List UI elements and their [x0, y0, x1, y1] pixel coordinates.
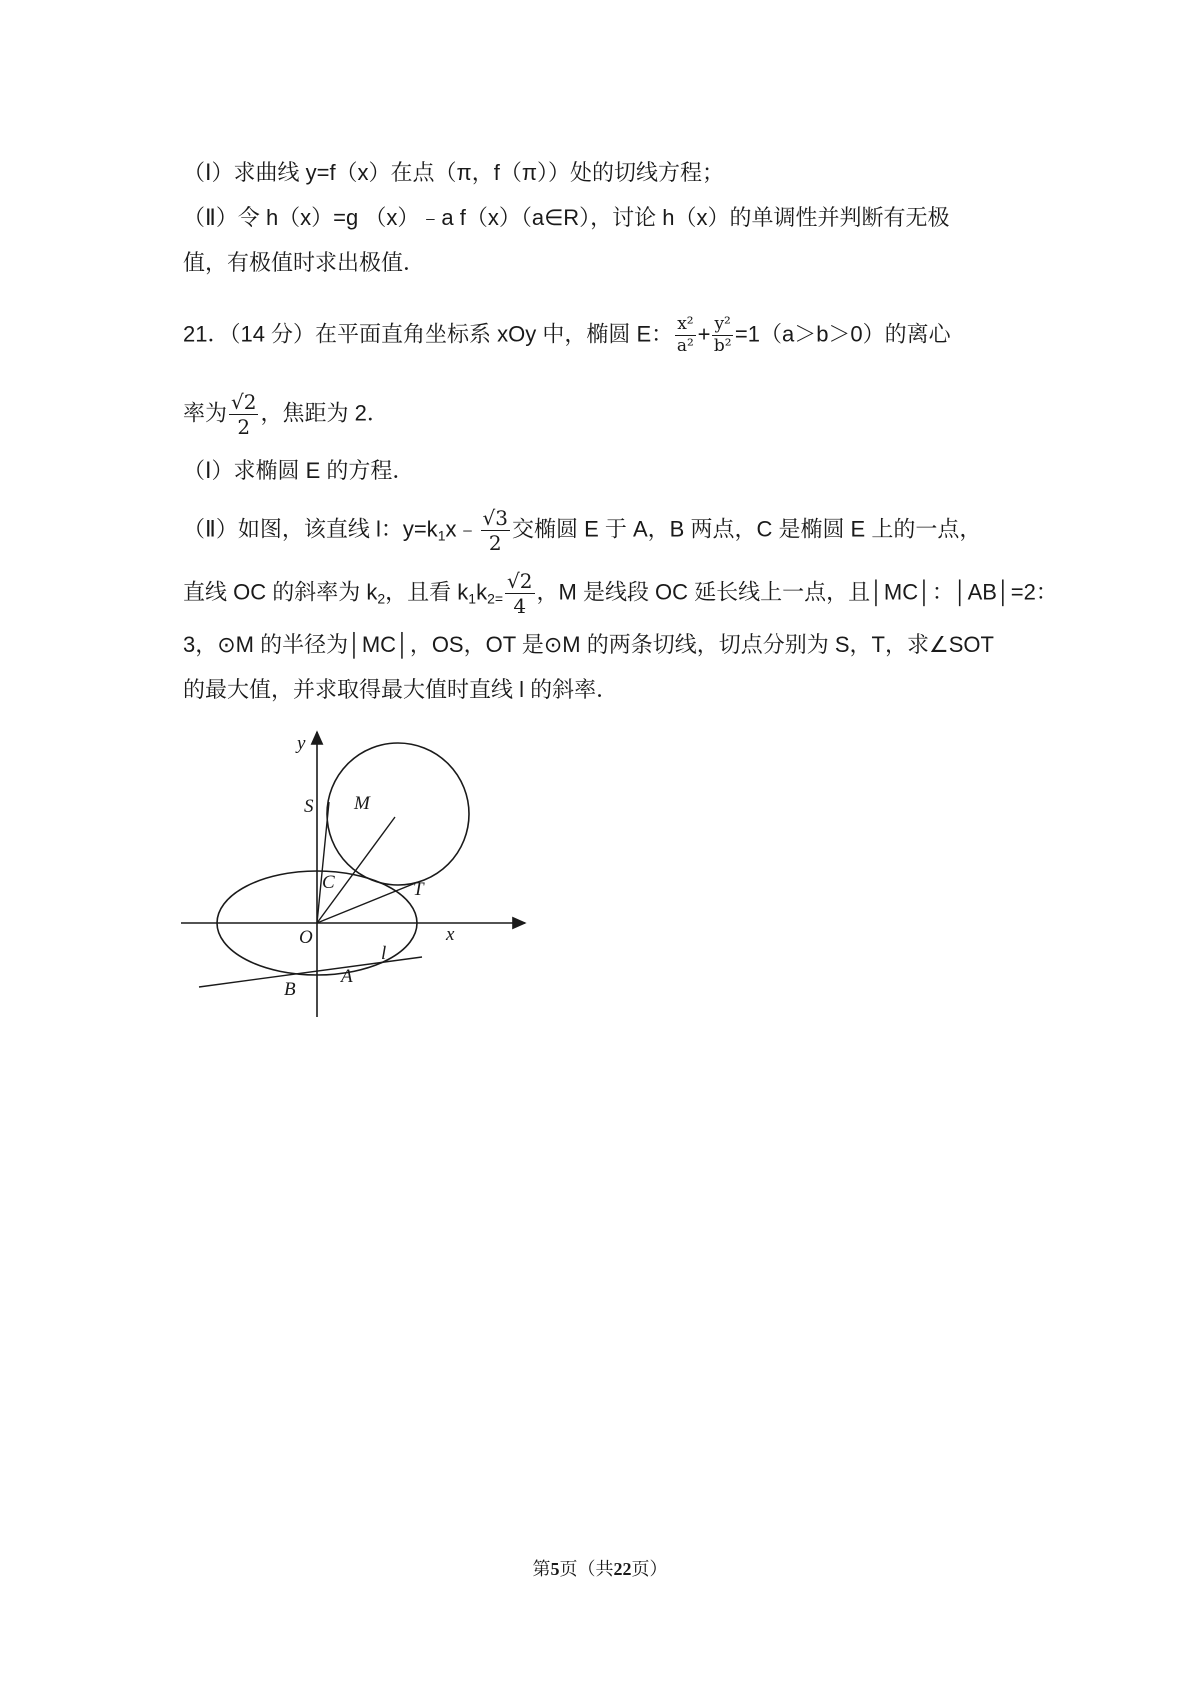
k2-subscript-2: 2=	[487, 590, 504, 607]
line-intercept-fraction	[481, 508, 510, 553]
ecc-text-a: 率为	[183, 400, 228, 426]
product-denominator: 4	[513, 594, 527, 618]
label-x: x	[446, 924, 455, 945]
ellipse-x-numerator: x²	[677, 314, 694, 334]
geometry-figure	[175, 725, 535, 1025]
ellipse-x-fraction	[675, 316, 695, 355]
footer-mid: 页（共	[559, 1559, 614, 1579]
k1-subscript: 1	[437, 527, 446, 544]
q20-part1: （Ⅰ）求曲线 y=f（x）在点（π，f（π））处的切线方程；	[183, 160, 725, 185]
label-t: T	[413, 879, 424, 900]
q21-eccentricity	[183, 392, 1043, 437]
ellipse-y-numerator: y²	[714, 314, 731, 334]
q20-part2-line1: （Ⅱ）令 h（x）=g （x）﹣a f（x）（a∈R），讨论 h（x）的单调性并判断有无极	[183, 205, 950, 230]
footer-page-number: 5	[550, 1559, 560, 1579]
product-numerator: √2	[507, 569, 533, 593]
line-intercept-denominator: 2	[488, 531, 502, 555]
ecc-text-b: ，焦距为 2．	[260, 400, 389, 426]
ecc-fraction	[229, 392, 258, 437]
circle-m	[327, 743, 469, 885]
ellipse-x-denominator: a²	[676, 336, 694, 356]
label-o: O	[299, 927, 313, 948]
part2-text-e: ，且看 k	[385, 579, 469, 605]
part2-text-b: x﹣	[445, 516, 479, 542]
label-m: M	[354, 793, 370, 814]
q20-part2-line2: 值，有极值时求出极值．	[183, 250, 426, 275]
part2-text-a: （Ⅱ）如图，该直线 l：y=k	[183, 516, 438, 542]
product-fraction	[505, 571, 534, 616]
label-b: B	[284, 979, 296, 1000]
label-l: l	[381, 943, 387, 964]
k2-subscript: 2	[377, 590, 386, 607]
part2-text-c: 交椭圆 E 于 A，B 两点，C 是椭圆 E 上的一点，	[511, 516, 982, 542]
footer-prefix: 第	[532, 1559, 551, 1579]
q21-intro-text-a: 21．（14 分）在平面直角坐标系 xOy 中，椭圆 E：	[183, 321, 674, 347]
tangent-os	[317, 802, 329, 923]
q21-intro	[183, 316, 1043, 355]
plus-sign: +	[697, 321, 711, 347]
q21-intro-text-b: =1（a＞b＞0）的离心	[734, 321, 951, 347]
q21-part1: （Ⅰ）求椭圆 E 的方程．	[183, 458, 415, 483]
label-a: A	[341, 966, 353, 987]
ecc-numerator: √2	[231, 390, 257, 414]
q21-part2-line1	[183, 508, 1043, 553]
line-l	[199, 957, 422, 987]
line-intercept-numerator: √3	[482, 506, 508, 530]
k1-subscript-2: 1	[468, 590, 477, 607]
q21-part2-line3: 3，⊙M 的半径为│MC│，OS，OT 是⊙M 的两条切线，切点分别为 S，T，求∠SOT	[183, 632, 994, 657]
footer-total-pages: 22	[613, 1559, 632, 1579]
ellipse-y-denominator: b²	[713, 336, 732, 356]
q21-part2-line2	[183, 569, 1058, 618]
label-c: C	[322, 872, 335, 893]
label-y: y	[297, 733, 306, 754]
label-s: S	[304, 796, 314, 817]
q21-part2-line4: 的最大值，并求取得最大值时直线 l 的斜率．	[183, 677, 619, 702]
part2-text-d: 直线 OC 的斜率为 k	[183, 579, 378, 605]
footer-suffix: 页）	[631, 1559, 668, 1579]
ecc-denominator: 2	[237, 415, 251, 439]
part2-text-f: k	[476, 579, 488, 605]
part2-text-g: ，M 是线段 OC 延长线上一点，且│MC│：│AB│=2：	[536, 579, 1058, 605]
page-footer	[0, 1555, 1200, 1581]
ellipse-y-fraction	[712, 316, 732, 355]
